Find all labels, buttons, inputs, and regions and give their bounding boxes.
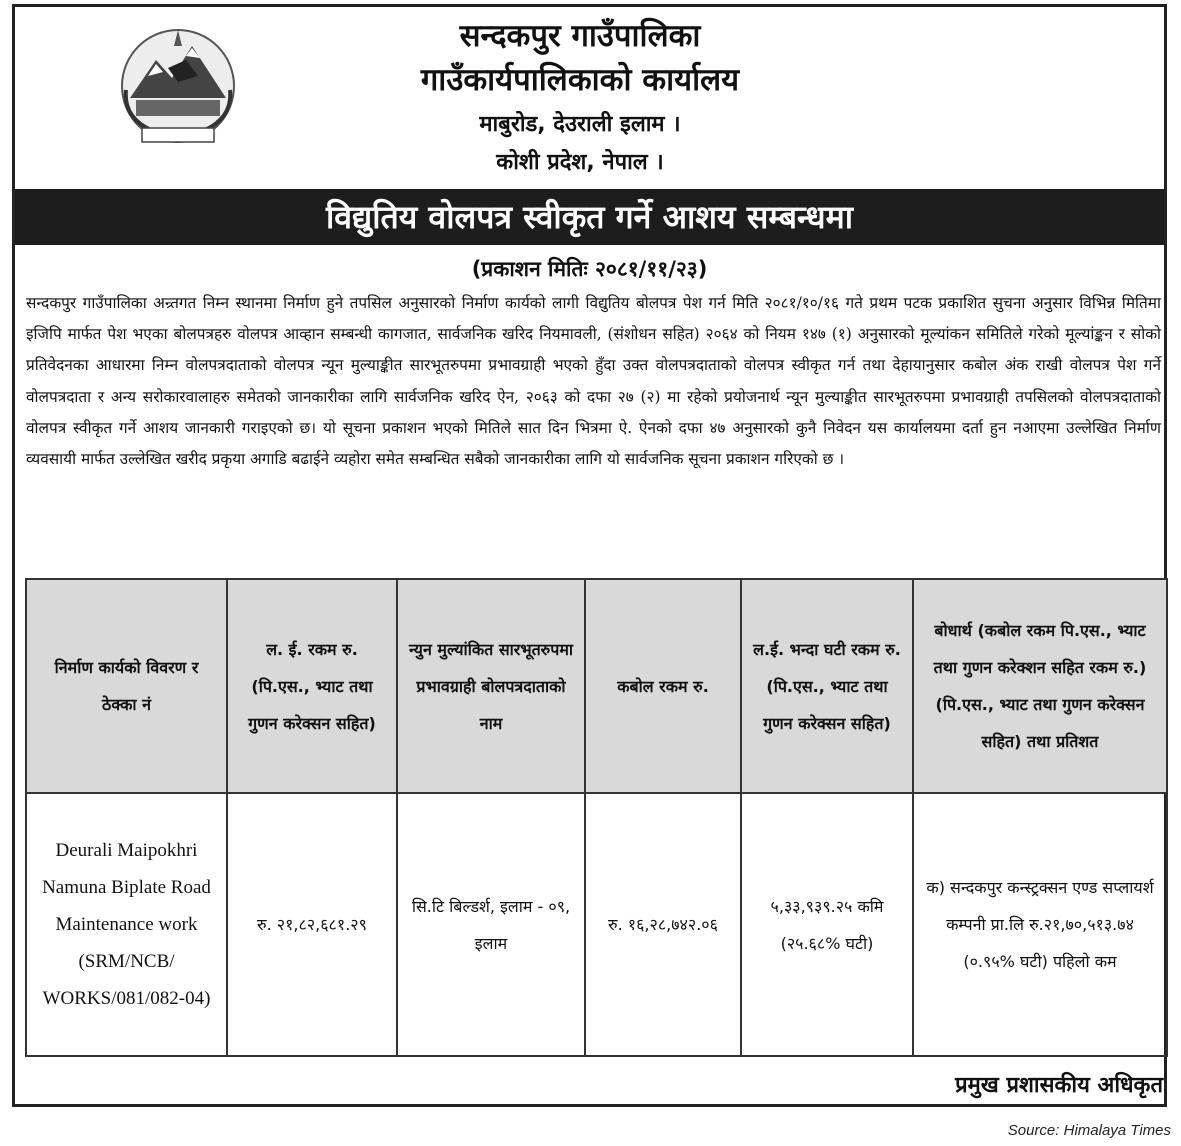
table-row — [26, 793, 1167, 1056]
signature-title: प्रमुख प्रशासकीय अधिकृत — [955, 1073, 1163, 1098]
cell-reference-bid: क) सन्दकपुर कन्स्ट्रक्सन एण्ड सप्लायर्श कम्पनी प्रा.लि रु.२१,७०,५१३.७४ (०.९५% घटी) पहिलो कम — [913, 793, 1167, 1056]
office-province: कोशी प्रदेश, नेपाल । — [496, 150, 664, 175]
source-credit: Source: Himalaya Times — [1007, 1122, 1171, 1139]
publish-date: (प्रकाशन मितिः २०८१/११/२३) — [471, 257, 708, 281]
header-cost-estimate: ल. ई. रकम रु. (पि.एस., भ्याट तथा गुणन करेक्सन सहित) — [227, 579, 397, 793]
cell-cost-estimate: रु. २१,८२,६८१.२९ — [227, 793, 397, 1056]
header-bid-amount: कबोल रकम रु. — [585, 579, 741, 793]
office-subtitle: गाउँकार्यपालिकाको कार्यालय — [420, 62, 740, 98]
header-bidder-name: न्युन मुल्यांकित सारभूतरुपमा प्रभावग्राही बोलपत्रदाताको नाम — [397, 579, 585, 793]
notice-body: सन्दकपुर गाउँपालिका अन्र्तगत निम्न स्थानमा निर्माण हुने तपसिल अनुसारको निर्माण कार्यको लागी विद्युतिय बोलपत्र पेश गर्न मिति २०८१/१०/१६ गते प्रथम पटक प्रकाशित सुचना अनुसार विभिन्न मितिमा इजिपि मार्फत पेश भएका बोलपत्रहरु वोलपत्र आव्हान सम्बन्धी कागजात, सार्वजनिक खरिद नियमावली, (संशोधन सहित) २०६४ को नियम १४७ (१) अनुसारको मूल्यांकन समितिले गरेको मूल्यांङ्कन र सोको प्रतिवेदनका आधारमा निम्न वोलपत्रदाताको वोलपत्र न्यून मुल्याङ्कीत सारभूतरुपमा प्रभावग्राही भएको हुँदा उक्त वोलपत्रदाताको वोलपत्र स्वीकृत गर्न तथा देहायानुसार कबोल अंक राखी वोलपत्र पेश गर्ने वोलपत्रदाता र अन्य सरोकारवालाहरु समेतको जानकारीका लागि सार्वजनिक खरिद ऐन, २०६३ को दफा २७ (२) मा रहेको प्रयोजनार्थ न्यून मुल्याङ्कीत सारभूतरुपमा प्रभावग्राही तपसिलको वोलपत्रदाताको वोलपत्र स्वीकृत गर्ने आशय जानकारी गराइएको छ। यो सूचना प्रकाशन भएको मितिले सात दिन भित्रमा ऐ. ऐनको दफा ४७ अनुसारको कुनै निवेदन यस कार्यालयमा दर्ता हुन नआएमा उल्लेखित निर्माण व्यवसायी मार्फत उल्लेखित खरीद प्रकृया अगाडि बढाईने व्यहोरा समेत सम्बन्धित सबैको जानकारीका लागि यो सार्वजनिक सूचना प्रकाशन गरिएको छ । — [26, 294, 1161, 469]
header-reference-bid: बोधार्थ (कबोल रकम पि.एस., भ्याट तथा गुणन करेक्शन सहित रकम रु.)(पि.एस., भ्याट तथा गुणन करेक्सन सहित) तथा प्रतिशत — [913, 579, 1167, 793]
table-header-row — [26, 579, 1167, 793]
header-work-description: निर्माण कार्यको विवरण र ठेक्का नं — [26, 579, 227, 793]
cell-work-description: Deurali Maipokhri Namuna Biplate Road Maintenance work (SRM/NCB/ WORKS/081/082-04) — [26, 793, 227, 1056]
nepal-government-emblem — [108, 20, 248, 150]
office-header — [300, 14, 860, 182]
cell-below-estimate: ५,३३,९३९.२५ कमि (२५.६८% घटी) — [741, 793, 913, 1056]
bid-table — [25, 578, 1168, 1057]
cell-bidder-name: सि.टि बिल्डर्श, इलाम - ०९, इलाम — [397, 793, 585, 1056]
office-address: माबुरोड, देउराली इलाम । — [479, 112, 681, 137]
header-below-estimate: ल.ई. भन्दा घटी रकम रु.(पि.एस., भ्याट तथा गुणन करेक्सन सहित) — [741, 579, 913, 793]
cell-bid-amount: रु. १६,२८,७४२.०६ — [585, 793, 741, 1056]
office-name: सन्दकपुर गाउँपालिका — [459, 18, 701, 54]
notice-title: विद्युतिय वोलपत्र स्वीकृत गर्ने आशय सम्बन्धमा — [15, 189, 1164, 245]
